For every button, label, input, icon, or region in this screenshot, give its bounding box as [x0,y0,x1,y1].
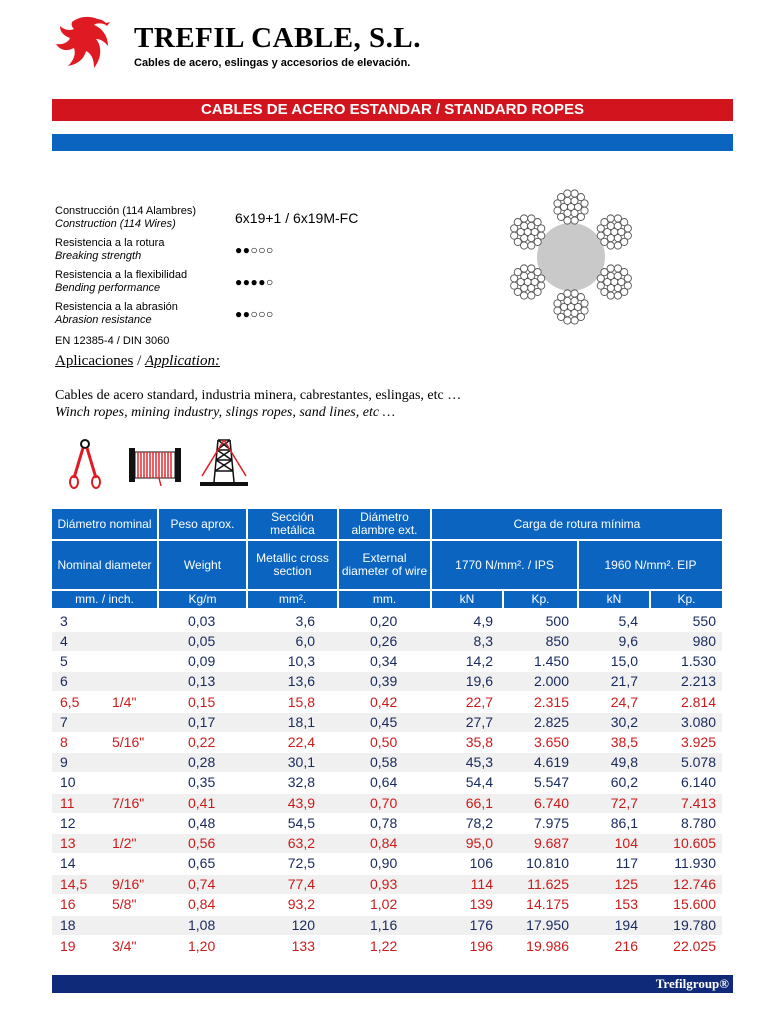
sling-icon [68,438,102,490]
cell-d: 1,16 [370,917,398,933]
cell-mm: 10 [60,774,76,790]
cell-inch [112,916,156,935]
cell-kp1: 850 [545,633,569,649]
cell-kp1: 14.175 [526,896,569,912]
cell-inch [112,652,156,671]
table-row [52,693,722,712]
cell-s: 3,6 [295,613,315,629]
cell-w: 0,65 [188,855,216,871]
cell-kn1: 14,2 [465,653,493,669]
cell-inch: 5/8" [112,896,137,912]
header-wire-en: External diameter of wire [339,541,430,589]
cell-kp1: 1.450 [533,653,569,669]
cell-d: 1,02 [370,896,398,912]
construction-label-en: Construction (114 Wires) [55,218,176,230]
cell-d: 0,70 [370,795,398,811]
cell-kp2: 6.140 [680,774,716,790]
cell-kp1: 500 [545,613,569,629]
cell-kp1: 3.650 [533,734,569,750]
unit-weight: Kg/m [159,591,246,608]
cell-kp2: 550 [692,613,716,629]
cell-kp2: 5.078 [680,754,716,770]
table-row [52,632,722,651]
header-weight-es: Peso aprox. [159,509,246,539]
table-row [52,854,722,873]
cell-s: 63,2 [287,835,315,851]
cell-w: 1,20 [188,938,216,954]
cell-kn2: 9,6 [618,633,638,649]
cell-s: 10,3 [287,653,315,669]
cell-inch [112,753,156,772]
cell-s: 120 [291,917,315,933]
cell-kp1: 7.975 [533,815,569,831]
unit-kp-eip: Kp. [651,591,722,608]
cell-kp2: 8.780 [680,815,716,831]
applications-title [55,353,220,370]
cell-mm: 5 [60,653,68,669]
table-row [52,713,722,732]
cell-d: 0,50 [370,734,398,750]
cell-kn1: 95,0 [465,835,493,851]
table-row [52,875,722,894]
table-row [52,733,722,752]
table-row [52,773,722,792]
cell-inch [112,713,156,732]
unit-diameter: mm. / inch. [52,591,157,608]
cell-kn2: 117 [615,855,638,871]
cell-w: 0,35 [188,774,216,790]
cell-d: 0,58 [370,754,398,770]
cell-kn1: 22,7 [465,694,493,710]
cell-inch: 3/4" [112,938,137,954]
cell-kn2: 72,7 [610,795,638,811]
cell-s: 43,9 [287,795,315,811]
cell-mm: 13 [60,835,76,851]
applications-title-en: Application: [144,353,220,369]
cell-kn2: 30,2 [610,714,638,730]
table-row [52,937,722,956]
cell-d: 0,78 [370,815,398,831]
cell-kn1: 78,2 [465,815,493,831]
unit-section: mm². [248,591,337,608]
construction-value: 6x19+1 / 6x19M-FC [235,210,359,226]
cell-w: 0,22 [188,734,216,750]
cell-mm: 8 [60,734,68,750]
applications-separator: / [133,353,145,369]
cell-mm: 14 [60,855,76,871]
table-row [52,672,722,691]
applications-text-en: Winch ropes, mining industry, slings ropes, sand lines, etc … [55,405,396,420]
cell-d: 0,34 [370,653,398,669]
breaking-rating: ●●○○○ [235,243,274,257]
cell-w: 0,03 [188,613,216,629]
table-row [52,895,722,914]
cell-kn1: 114 [470,876,493,892]
cell-kp2: 1.530 [680,653,716,669]
cell-w: 0,74 [188,876,216,892]
unit-kn-ips: kN [432,591,502,608]
cell-inch: 9/16" [112,876,145,892]
cell-inch: 1/2" [112,835,137,851]
cell-s: 54,5 [287,815,315,831]
table-row [52,612,722,631]
footer-brand: Trefilgroup® [655,976,729,991]
header-ips: 1770 N/mm². / IPS [432,541,577,589]
cell-kp1: 6.740 [533,795,569,811]
blue-divider [52,134,733,151]
cell-s: 72,5 [287,855,315,871]
derrick-tower-icon [198,436,250,488]
cell-kn2: 24,7 [610,694,638,710]
header-diameter-en: Nominal diameter [52,541,157,589]
unit-wire: mm. [339,591,430,608]
cell-kp2: 2.814 [680,694,716,710]
cell-s: 93,2 [287,896,315,912]
company-tagline: Cables de acero, eslingas y accesorios de elevación. [134,57,411,69]
cell-kp2: 15.600 [673,896,716,912]
standard-label: EN 12385-4 / DIN 3060 [55,335,170,347]
header-diameter-es: Diámetro nominal [52,509,157,539]
cell-w: 0,15 [188,694,216,710]
cell-kp2: 22.025 [673,938,716,954]
cell-kn2: 38,5 [610,734,638,750]
cell-s: 22,4 [287,734,315,750]
banner-title: CABLES DE ACERO ESTANDAR / STANDARD ROPES [52,99,733,121]
cell-inch [112,814,156,833]
cell-kn1: 4,9 [473,613,493,629]
abrasion-label-en: Abrasion resistance [55,314,152,326]
cell-kn2: 194 [614,917,638,933]
flex-label-en: Bending performance [55,282,161,294]
header-load-es: Carga de rotura mínima [432,509,722,539]
cell-s: 6,0 [295,633,315,649]
cell-mm: 11 [60,795,75,811]
unit-kn-eip: kN [579,591,649,608]
cell-w: 0,28 [188,754,216,770]
cell-inch: 7/16" [112,795,145,811]
header-eip: 1960 N/mm². EIP [579,541,722,589]
cell-kn2: 21,7 [610,673,638,689]
cell-kp2: 3.080 [680,714,716,730]
eagle-logo-icon [52,14,114,72]
header-section-es: Sección metálica [248,509,337,539]
cell-mm: 12 [60,815,76,831]
cell-s: 30,1 [287,754,315,770]
cell-mm: 4 [60,633,68,649]
cell-mm: 6,5 [60,694,80,710]
cell-kn1: 35,8 [465,734,493,750]
cell-kn2: 216 [614,938,638,954]
cell-kn1: 196 [469,938,493,954]
cell-kn2: 104 [614,835,638,851]
unit-kp-ips: Kp. [504,591,577,608]
cell-kp2: 7.413 [680,795,716,811]
cell-mm: 18 [60,917,76,933]
header-wire-es: Diámetro alambre ext. [339,509,430,539]
cell-kp1: 9.687 [533,835,569,851]
cell-mm: 19 [60,938,76,954]
cell-s: 77,4 [287,876,315,892]
flex-label-es: Resistencia a la flexibilidad [55,269,188,281]
cell-kn2: 5,4 [618,613,638,629]
flex-rating: ●●●●○ [235,275,274,289]
cell-kp2: 3.925 [680,734,716,750]
cell-kp2: 19.780 [673,917,716,933]
cell-kn1: 8,3 [473,633,493,649]
cell-d: 0,20 [370,613,398,629]
cell-kn2: 60,2 [610,774,638,790]
cell-mm: 6 [60,673,68,689]
cell-kp1: 2.315 [533,694,569,710]
cell-s: 32,8 [287,774,315,790]
wire-rope-cross-section-icon [498,182,644,332]
cell-w: 0,09 [188,653,216,669]
cell-kp1: 5.547 [533,774,569,790]
cell-d: 0,26 [370,633,398,649]
cell-kn1: 106 [469,855,493,871]
cell-inch [112,672,156,691]
cell-kn1: 27,7 [465,714,493,730]
cell-kp1: 11.625 [527,876,569,892]
cell-mm: 14,5 [60,876,88,892]
cell-kn1: 139 [469,896,493,912]
cell-s: 18,1 [287,714,315,730]
cell-kp2: 2.213 [680,673,716,689]
cell-kp2: 10.605 [673,835,716,851]
cell-w: 0,48 [188,815,216,831]
cell-d: 0,84 [370,835,398,851]
cell-w: 0,56 [188,835,216,851]
applications-title-es: Aplicaciones [55,353,134,369]
cell-s: 133 [291,938,315,954]
table-row [52,753,722,772]
cell-kn1: 45,3 [465,754,493,770]
cell-inch: 1/4" [112,694,137,710]
cell-kn2: 86,1 [610,815,638,831]
cell-s: 13,6 [287,673,315,689]
cell-kp1: 10.810 [526,855,569,871]
winch-drum-icon [127,442,183,486]
header-weight-en: Weight [159,541,246,589]
cell-mm: 7 [60,714,68,730]
cell-kn2: 153 [614,896,638,912]
cell-kp1: 2.000 [533,673,569,689]
cell-w: 1,08 [188,917,216,933]
header-section-en: Metallic cross section [248,541,337,589]
cell-kn1: 54,4 [465,774,493,790]
cell-w: 0,13 [188,673,216,689]
footer-bar [52,975,733,993]
breaking-label-es: Resistencia a la rotura [55,237,165,249]
cell-inch: 5/16" [112,734,145,750]
breaking-label-en: Breaking strength [55,250,142,262]
cell-d: 0,42 [370,694,398,710]
cell-d: 0,45 [370,714,398,730]
cell-w: 0,05 [188,633,216,649]
table-row [52,794,722,813]
cell-d: 0,64 [370,774,398,790]
cell-inch [112,632,156,651]
company-name: TREFIL CABLE, S.L. [134,22,422,54]
cell-inch [112,612,156,631]
cell-w: 0,41 [188,795,216,811]
cell-d: 1,22 [370,938,398,954]
cell-kn2: 15,0 [610,653,638,669]
cell-d: 0,90 [370,855,398,871]
cell-d: 0,39 [370,673,398,689]
cell-mm: 16 [60,896,76,912]
cell-inch [112,773,156,792]
table-row [52,814,722,833]
cell-inch [112,854,156,873]
cell-d: 0,93 [370,876,398,892]
applications-text-es: Cables de acero standard, industria minera, cabrestantes, eslingas, etc … [55,388,462,403]
table-row [52,916,722,935]
construction-label-es: Construcción (114 Alambres) [55,205,197,217]
cell-kp1: 4.619 [533,754,569,770]
cell-kp2: 11.930 [674,855,716,871]
cell-kp1: 2.825 [533,714,569,730]
cell-kp1: 19.986 [526,938,569,954]
cell-w: 0,84 [188,896,216,912]
table-row [52,652,722,671]
cell-kp2: 12.746 [673,876,716,892]
cell-s: 15,8 [287,694,315,710]
cell-mm: 3 [60,613,68,629]
cell-kn2: 49,8 [610,754,638,770]
cell-kn2: 125 [614,876,638,892]
cell-kn1: 176 [469,917,493,933]
abrasion-rating: ●●○○○ [235,307,274,321]
cell-kp2: 980 [692,633,716,649]
cell-mm: 9 [60,754,68,770]
cell-kn1: 66,1 [465,795,493,811]
cell-kn1: 19,6 [465,673,493,689]
cell-w: 0,17 [188,714,216,730]
table-row [52,834,722,853]
cell-kp1: 17.950 [526,917,569,933]
abrasion-label-es: Resistencia a la abrasión [55,301,178,313]
